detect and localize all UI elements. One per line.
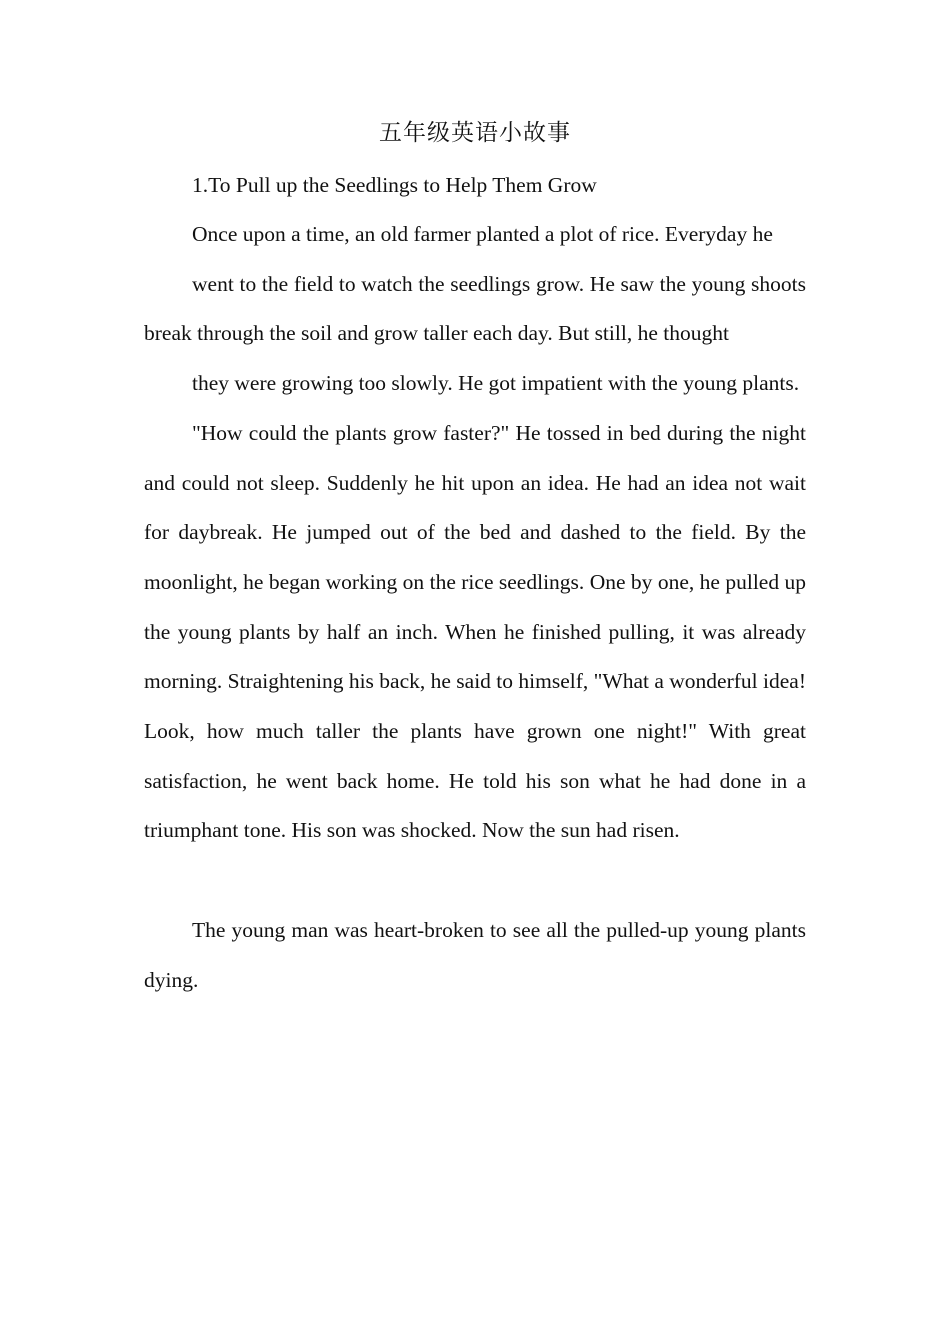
paragraph-2: went to the field to watch the seedlings grow. He saw the young shoots break through the soil and grow taller each day. But still, he thought	[144, 271, 806, 346]
paragraph-4: "How could the plants grow faster?" He tossed in bed during the night and could not sleep. Suddenly he hit upon an idea. He had an idea not wait for daybreak. He jumped out of the bed and dashed to the field. By the moonlight, he began working on the rice seedlings. One by one, he pulled up the young plants by half an inch. When he finished pulling, it was already morning. Straightening his back, he said to himself, "What a wonderful idea! Look, how much taller the plants have grown one night!" With great satisfaction, he went back home. He told his son what he had done in a triumphant tone. His son was shocked. Now the sun had risen.	[144, 420, 806, 843]
paragraph-1: Once upon a time, an old farmer planted a plot of rice. Everyday he	[192, 222, 773, 246]
document-body	[144, 110, 806, 1006]
paragraph-spacer	[144, 856, 806, 906]
paragraph-3: they were growing too slowly. He got impatient with the young plants.	[192, 371, 800, 396]
story-heading: 1.To Pull up the Seedlings to Help Them Grow	[192, 173, 597, 197]
document-title: 五年级英语小故事	[379, 120, 571, 146]
paragraph-5: The young man was heart-broken to see all the pulled-up young plants dying.	[144, 918, 806, 992]
